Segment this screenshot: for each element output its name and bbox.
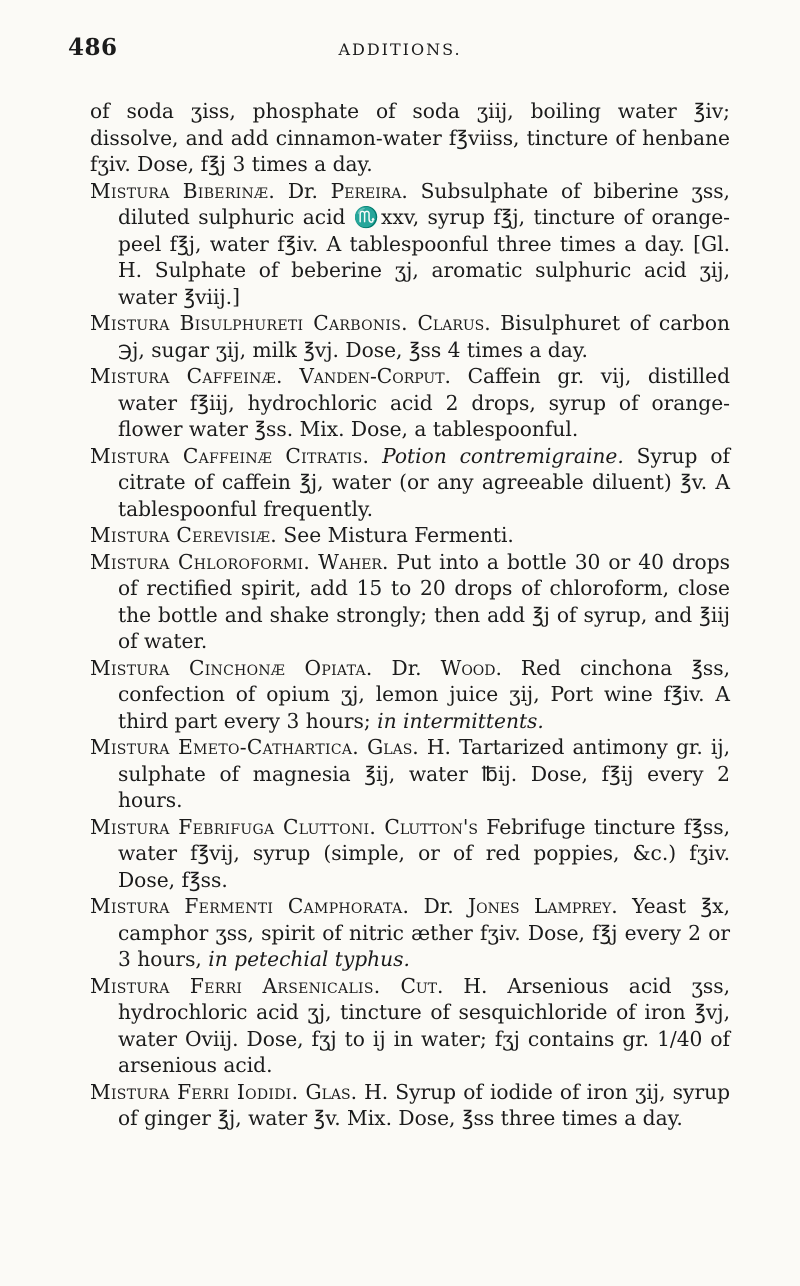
entry-headword: Mistura Emeto-Cathartica. [90, 735, 360, 759]
continued-paragraph: of soda ʒiss, phosphate of soda ʒiij, boiling water ℥iv; dissolve, and add cinnamon-water f℥viiss, tincture of henbane fʒiv. Dose, f℥j 3 times a day. [90, 99, 730, 176]
entry-text: Tartarized antimony gr. ij, sulphate of magnesia ℥ij, water ℔ij. Dose, f℥ij every 2 hours. [118, 735, 731, 812]
entry-text: Dr. [372, 655, 441, 680]
entry-authority: Vanden-Corput. [299, 364, 451, 388]
entry-text: Bisulphuret of carbon ℈j, sugar ʒij, milk ℥vj. Dose, ℥ss 4 times a day. [118, 311, 730, 362]
formula-entry [90, 1079, 730, 1132]
entry-authority: Wood. [440, 655, 502, 680]
entry-text [369, 444, 382, 468]
entry-text [283, 364, 300, 388]
entry-text [380, 974, 400, 998]
entry-headword: Mistura Chloroformi. [90, 549, 311, 574]
formula-entry [90, 973, 730, 1079]
entry-headword: Mistura Caffeinæ Citratis. [90, 443, 370, 468]
entry-headword: Mistura Cerevisiæ. [90, 523, 278, 547]
entry-authority: Glas. H. [367, 735, 451, 759]
entry-text: Yeast ℥x, camphor ʒss, spirit of nitric æther fʒiv. Dose, f℥j every 2 or 3 hours, [118, 894, 730, 971]
entry-headword: Mistura Biberinæ. [90, 178, 276, 203]
formula-entry [90, 549, 730, 655]
page-body [90, 98, 730, 1132]
formula-entry [90, 893, 730, 973]
formula-entry [90, 814, 730, 894]
entry-text [359, 735, 367, 759]
formula-entry [90, 178, 730, 311]
entry-text: Dr. [275, 178, 331, 203]
formula-entry [90, 310, 730, 363]
entry-headword: Mistura Caffeinæ. [90, 364, 283, 388]
formula-entry [90, 655, 730, 735]
entry-headword: Mistura Ferri Iodidi. [90, 1079, 299, 1104]
entry-italic-note: in petechial typhus. [208, 947, 410, 971]
entry-headword: Mistura Cinchonæ Opiata. [90, 655, 373, 680]
formula-entry [90, 363, 730, 443]
entry-headword: Mistura Bisulphureti Carbonis. [90, 311, 408, 335]
entry-authority: Jones Lamprey. [468, 894, 618, 918]
entry-italic-note: Potion contremigraine. [382, 443, 624, 468]
entry-italic-note: in intermittents. [377, 708, 544, 733]
entry-text: Arsenious acid ʒss, hydrochloric acid ʒj, tincture of sesquichloride of iron ℥vj, water Oviij. Dose, fʒj to ij in water; fʒj contains gr. 1/40 of arsenious acid. [118, 973, 730, 1077]
entry-authority: Waher. [318, 549, 389, 574]
entry-text [310, 550, 318, 574]
entry-authority: Clutton's [384, 814, 478, 839]
entry-text: Caffein gr. vij, distilled water f℥iij, hydrochloric acid 2 drops, syrup of orange-flower water ℥ss. Mix. Dose, a tablespoonful. [118, 364, 731, 441]
formula-entry [90, 734, 730, 814]
entry-headword: Mistura Fermenti Camphorata. [90, 894, 410, 918]
entry-headword: Mistura Ferri Arsenicalis. [90, 973, 381, 998]
entry-authority: Clarus. [417, 311, 491, 335]
entry-authority: Pereira. [330, 178, 408, 203]
entry-headword: Mistura Febrifuga Cluttoni. [90, 814, 377, 839]
page-number: 486 [68, 34, 118, 61]
entry-text: Syrup of iodide of iron ʒij, syrup of ginger ℥j, water ℥v. Mix. Dose, ℥ss three times a day. [118, 1079, 731, 1130]
entry-text: Syrup of citrate of caffein ℥j, water (or any agreeable diluent) ℥v. A tablespoonful frequently. [118, 443, 730, 521]
entry-text: Subsulphate of biberine ʒss, diluted sulphuric acid ♏xxv, syrup f℥j, tincture of orange-peel f℥j, water f℥iv. A tablespoonful three times a day. [Gl. H. Sulphate of beberine ʒj, aromatic sulphuric acid ʒij, water ℥viij.] [118, 178, 730, 309]
running-head: ADDITIONS. [338, 40, 462, 59]
entry-text: Febrifuge tincture f℥ss, water f℥vij, syrup (simple, or of red poppies, &c.) fʒiv. Dose, f℥ss. [118, 814, 730, 892]
entry-text: Dr. [409, 894, 468, 918]
entry-authority: Glas. H. [305, 1079, 389, 1104]
entry-text: Put into a bottle 30 or 40 drops of rectified spirit, add 15 to 20 drops of chloroform, close the bottle and shake strongly; then add ℥j of syrup, and ℥iij of water. [118, 549, 730, 653]
formula-entry [90, 522, 730, 549]
entry-authority: Cut. H. [400, 973, 488, 998]
entry-text: See Mistura Fermenti. [277, 523, 514, 547]
formula-entry [90, 443, 730, 523]
page-header [0, 34, 800, 74]
entry-text: Red cinchona ℥ss, confection of opium ʒj, lemon juice ʒij, Port wine f℥iv. A third part every 3 hours; [118, 655, 730, 733]
